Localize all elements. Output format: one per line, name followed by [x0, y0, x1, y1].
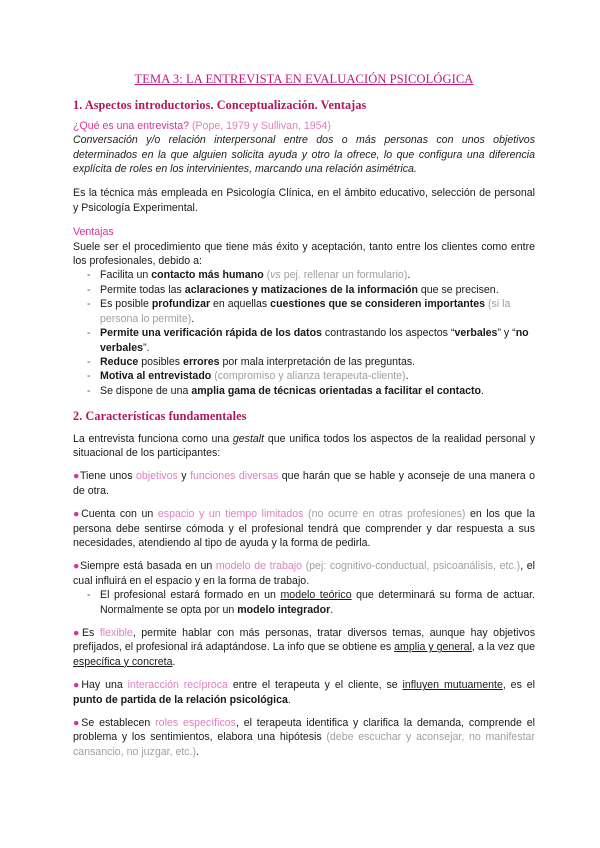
bullet-text-end: que harán que se hable y aconseje de una manera o de otra.	[73, 470, 536, 497]
item-text: El profesional estará formado en un	[100, 589, 281, 602]
bullet-highlight: interacción recíproca	[127, 679, 228, 692]
section-1-heading: 1. Aspectos introductorios. Conceptualización. Ventajas	[73, 98, 367, 113]
feature-bullet-objetivos	[73, 469, 535, 498]
list-item	[87, 268, 535, 282]
item-period: .	[481, 384, 484, 397]
list-item	[87, 588, 535, 617]
intro-text-end: que unifica todos los aspectos de la realidad personal y situacional de los participantes:	[73, 432, 536, 459]
item-note: (si la persona lo permite)	[100, 298, 511, 325]
bullet-text: Tiene unos	[79, 470, 136, 483]
item-period: .	[405, 370, 409, 383]
feature-bullet-flexible	[73, 626, 535, 669]
item-text: posibles	[138, 355, 184, 368]
ventajas-list	[87, 268, 535, 398]
list-item	[87, 283, 535, 297]
bullet-period: .	[287, 693, 291, 706]
item-underlined: modelo teórico	[280, 589, 352, 602]
bullet-dot-icon: ●	[73, 508, 82, 521]
bullet-text-mid: , el terapeuta identifica y clarifica la demanda, comprende el problema y los sentimientos, elabora una hipótesis	[73, 717, 535, 744]
item-text: Es posible	[100, 298, 152, 311]
list-item	[87, 326, 535, 355]
bullet-dot-icon: ●	[73, 560, 81, 573]
item-text: Facilita un	[100, 269, 152, 282]
item-bold: amplia gama de técnicas orientadas a facilitar el contacto	[191, 384, 481, 397]
feature-bullet-modelo	[73, 559, 535, 588]
bullet-note: (pej: cognitivo-conductual, psicoanálisis, etc.)	[302, 560, 521, 573]
item-note: (compromiso y alianza terapeuta-cliente)	[211, 370, 406, 383]
item-note-open: (	[263, 269, 271, 282]
bullet-underlined: influyen mutuamente	[402, 679, 503, 692]
item-text-end: ”.	[143, 341, 150, 354]
bullet-text-end: , el cual influirá en el espacio y en la forma de trabajo.	[73, 560, 535, 587]
bullet-highlight: roles específicos	[155, 717, 236, 730]
list-item	[87, 369, 535, 383]
bullet-text-end: en los que la persona debe sentirse cómoda y el profesional tendrá que comprender y dar respuesta a sus necesidades, atendiendo al tipo de ayuda y la forma de pedirla.	[73, 508, 536, 549]
bullet-note: (no ocurre en otras profesiones)	[303, 508, 466, 521]
bullet-dot-icon: ●	[73, 717, 82, 730]
bullet-text: Se establecen	[81, 717, 156, 730]
item-period: .	[191, 312, 195, 325]
item-bold: Permite una verificación rápida de los datos	[100, 327, 322, 340]
bullet-text-mid: entre el terapeuta y el cliente, se	[227, 679, 403, 692]
item-note	[263, 269, 411, 282]
item-bold-2: errores	[183, 355, 220, 368]
bullet-highlight: modelo de trabajo	[215, 560, 303, 573]
item-bold: modelo integrador	[237, 603, 331, 616]
ventajas-intro: Suele ser el procedimiento que tiene más éxito y aceptación, tanto entre los clientes como entre los profesionales, debido a:	[73, 240, 535, 268]
item-note-italic: vs	[270, 269, 281, 282]
question-reference: (Pope, 1979 y Sullivan, 1954)	[189, 119, 331, 132]
bullet-period: .	[196, 745, 200, 758]
bullet-text-mid: , permite hablar con más personas, tratar diversos temas, aunque hay objetivos prefijados, el profesional irá adaptándose. La info que se obtiene es	[73, 627, 535, 654]
item-bold: aclaraciones y matizaciones de la información	[184, 283, 418, 296]
bullet-highlight: flexible	[99, 627, 133, 639]
item-text: contrastando los aspectos “	[321, 327, 455, 340]
bullet-highlight-2: funciones diversas	[190, 470, 279, 483]
item-text-mid: ” y “	[497, 327, 516, 340]
bullet-text: Es	[81, 627, 100, 639]
bullet-period: .	[172, 655, 176, 668]
item-note-rest: pej. rellenar un formulario)	[280, 269, 408, 282]
item-text-end: por mala interpretación de las preguntas.	[219, 355, 416, 368]
item-bold: Reduce	[100, 355, 139, 368]
item-text-mid: que determinará su forma de actuar. Normalmente se opta por un	[100, 589, 536, 616]
document-title: TEMA 3: LA ENTREVISTA EN EVALUACIÓN PSICOLÓGICA	[134, 72, 474, 86]
intro-italic: gestalt	[232, 432, 265, 445]
section-2-heading: 2. Características fundamentales	[73, 409, 247, 424]
list-item	[87, 384, 535, 398]
bullet-dot-icon: ●	[73, 470, 80, 483]
list-item	[87, 297, 535, 326]
bullet-highlight: espacio y un tiempo limitados	[157, 508, 304, 521]
feature-bullet-interaccion	[73, 678, 535, 707]
feature-bullet-espacio	[73, 507, 535, 550]
bullet-dot-icon: ●	[73, 679, 82, 692]
item-bold-2: cuestiones que se consideren importantes	[270, 298, 486, 311]
list-item	[87, 355, 535, 369]
bullet-text: Siempre está basada en un	[80, 560, 216, 573]
bullet-text-mid-2: , a la vez que	[471, 641, 535, 654]
bullet-underlined: amplia y general	[394, 641, 472, 654]
item-bold: Motiva al entrevistado	[100, 370, 212, 383]
bullet-dot-icon: ●	[73, 627, 82, 639]
bullet-text-mid-2: , es el	[502, 679, 536, 692]
bullet-underlined-2: específica y concreta	[73, 655, 173, 668]
intro-text: La entrevista funciona como una	[73, 432, 233, 445]
bullet-text-mid: y	[177, 470, 191, 483]
item-text: Se dispone de una	[100, 384, 192, 397]
item-period: .	[330, 603, 334, 616]
document-page	[73, 72, 535, 759]
usage-paragraph: Es la técnica más empleada en Psicología Clínica, en el ámbito educativo, selección de personal y Psicología Experimental.	[73, 187, 535, 214]
question-text: ¿Qué es una entrevista?	[73, 119, 190, 132]
item-bold: contacto más humano	[151, 269, 264, 282]
item-bold: profundizar	[151, 298, 211, 311]
bullet-bold: punto de partida de la relación psicológica	[73, 693, 288, 706]
item-bold-2: verbales	[454, 327, 498, 340]
question-line	[73, 119, 535, 133]
bullet-text: Cuenta con un	[81, 508, 158, 521]
bullet-note: (debe escuchar y aconsejar, no manifestar cansancio, no juzgar, etc.)	[73, 731, 535, 758]
modelo-sublist	[87, 588, 535, 617]
item-text: Permite todas las	[100, 283, 185, 296]
bullet-text: Hay una	[81, 679, 128, 692]
item-text-end: que se precisen.	[417, 283, 499, 296]
feature-bullet-roles	[73, 716, 535, 759]
item-bold-3: no verbales	[100, 327, 529, 354]
item-period: .	[407, 269, 411, 282]
bullet-highlight: objetivos	[135, 470, 178, 483]
definition-paragraph: Conversación y/o relación interpersonal entre dos o más personas con unos objetivos determinados en la que alguien solicita ayuda y otro la ofrece, lo que configura una diferencia explícita de roles en los intervinientes, marcando una relación asimétrica.	[73, 134, 535, 176]
ventajas-subheading: Ventajas	[73, 226, 114, 239]
section-2-intro	[73, 432, 535, 461]
item-text-mid: en aquellas	[210, 298, 271, 311]
